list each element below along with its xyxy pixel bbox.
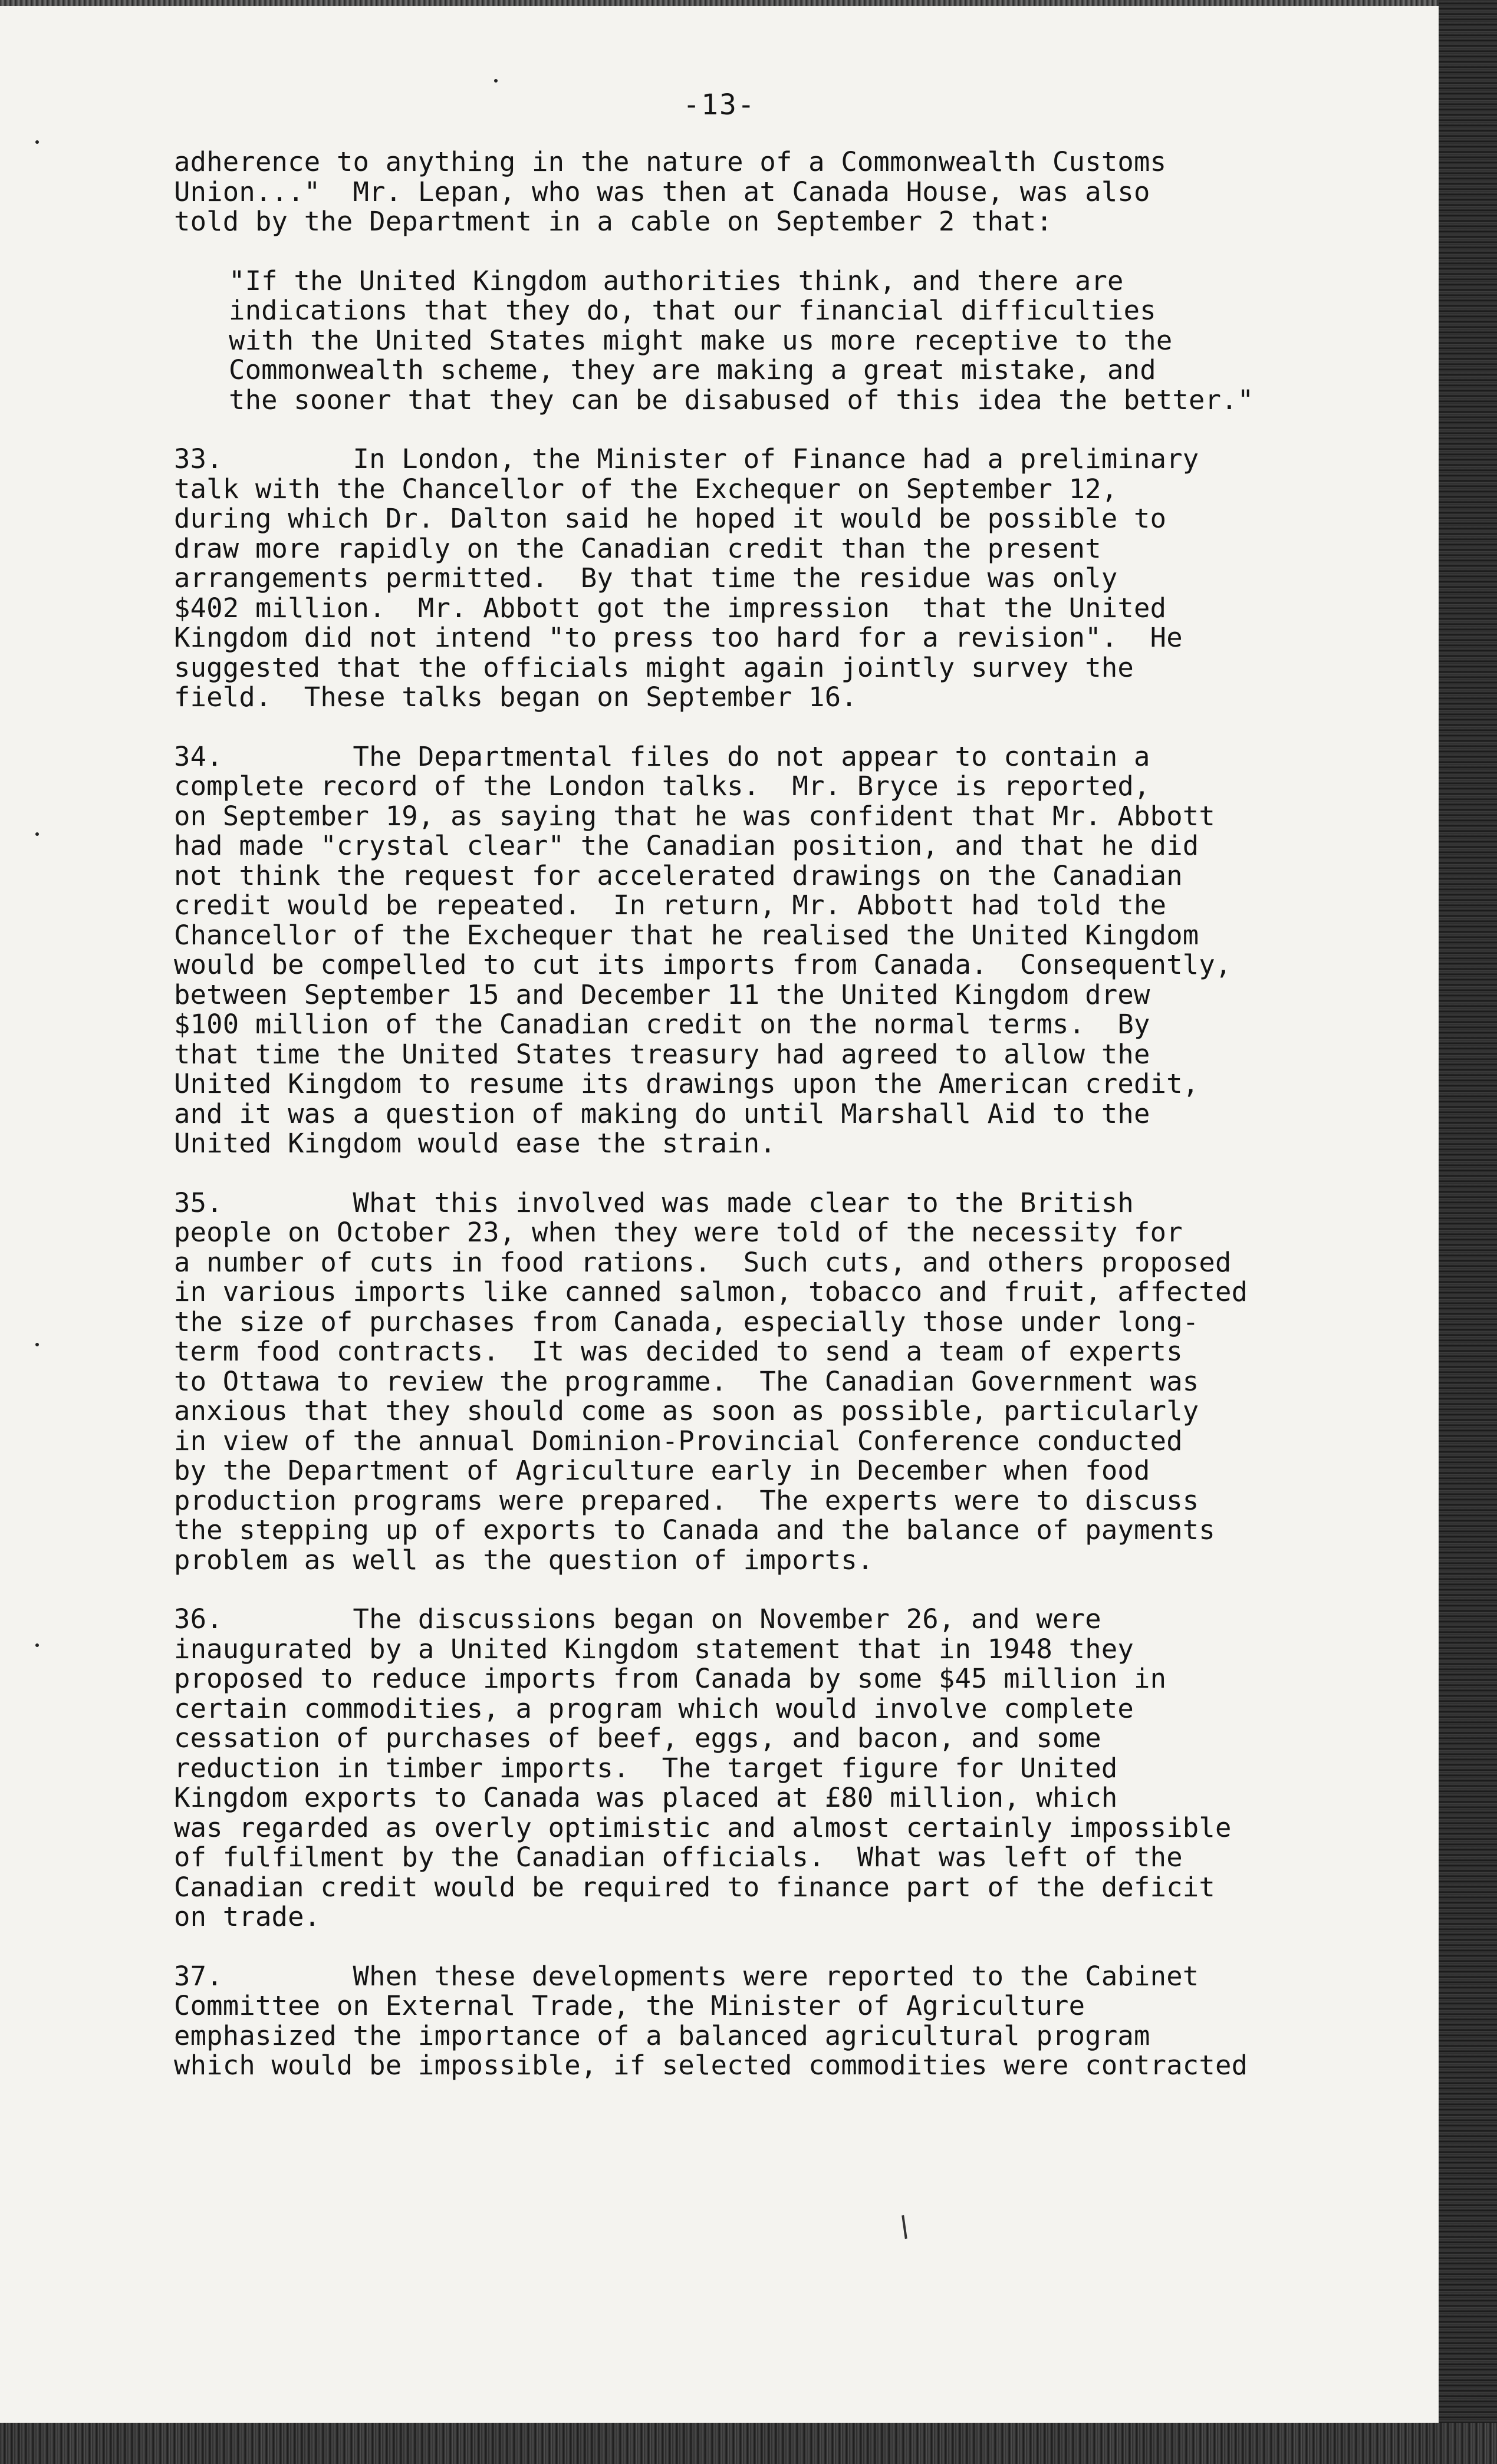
text-line: people on October 23, when they were told of the necessity for — [174, 1217, 1183, 1248]
body-text — [174, 147, 1353, 2110]
text-line: to Ottawa to review the programme. The Canadian Government was — [174, 1365, 1199, 1397]
text-line: and it was a question of making do until Marshall Aid to the — [174, 1098, 1150, 1129]
text-line: emphasized the importance of a balanced agricultural program — [174, 2020, 1150, 2051]
text-line: the size of purchases from Canada, especially those under long- — [174, 1306, 1199, 1338]
text-line: Committee on External Trade, the Minister of Agriculture — [174, 1990, 1085, 2021]
paragraph — [174, 1962, 1353, 2081]
text-line: suggested that the officials might again jointly survey the — [174, 651, 1134, 683]
text-line: problem as well as the question of imports. — [174, 1544, 874, 1576]
text-line: draw more rapidly on the Canadian credit than the present — [174, 532, 1101, 564]
text-line: the sooner that they can be disabused of this idea the better." — [229, 384, 1254, 416]
text-line: reduction in timber imports. The target figure for United — [174, 1752, 1118, 1784]
text-line: 34. The Departmental files do not appear to contain a — [174, 740, 1150, 772]
scan-edge-top — [0, 0, 1497, 6]
text-line: between September 15 and December 11 the United Kingdom drew — [174, 979, 1150, 1010]
text-line: was regarded as overly optimistic and almost certainly impossible — [174, 1811, 1232, 1843]
text-line: with the United States might make us more receptive to the — [229, 324, 1173, 356]
text-line: of fulfilment by the Canadian officials. What was left of the — [174, 1842, 1183, 1873]
text-line: during which Dr. Dalton said he hoped it would be possible to — [174, 503, 1167, 534]
text-line: Canadian credit would be required to finance part of the deficit — [174, 1871, 1215, 1903]
paragraph — [174, 1605, 1353, 1932]
text-line: Chancellor of the Exchequer that he realised the United Kingdom — [174, 919, 1199, 951]
margin-mark — [494, 79, 498, 83]
scan-edge-bottom — [0, 2423, 1497, 2464]
text-line: term food contracts. It was decided to send a team of experts — [174, 1336, 1183, 1367]
paragraph — [174, 147, 1353, 237]
text-line: cessation of purchases of beef, eggs, and bacon, and some — [174, 1722, 1101, 1754]
text-line: proposed to reduce imports from Canada by some $45 million in — [174, 1663, 1167, 1694]
text-line: 36. The discussions began on November 26, and were — [174, 1603, 1101, 1635]
text-line: talk with the Chancellor of the Exchequer on September 12, — [174, 473, 1118, 505]
text-line: by the Department of Agriculture early in December when food — [174, 1455, 1150, 1486]
text-line: indications that they do, that our financial difficulties — [229, 295, 1156, 326]
text-line: on trade. — [174, 1901, 321, 1932]
text-line: "If the United Kingdom authorities think, and there are — [229, 265, 1124, 297]
page-number: -13- — [683, 88, 756, 121]
text-line: 35. What this involved was made clear to the British — [174, 1187, 1134, 1218]
text-line: would be compelled to cut its imports from Canada. Consequently, — [174, 949, 1232, 980]
margin-mark — [35, 140, 39, 144]
margin-mark — [35, 1643, 39, 1647]
text-line: which would be impossible, if selected commodities were contracted — [174, 2050, 1248, 2081]
text-line: a number of cuts in food rations. Such cuts, and others proposed — [174, 1246, 1232, 1278]
text-line: United Kingdom to resume its drawings upon the American credit, — [174, 1068, 1199, 1099]
text-line: Commonwealth scheme, they are making a great mistake, and — [229, 354, 1156, 386]
text-line: anxious that they should come as soon as possible, particularly — [174, 1395, 1199, 1427]
text-line: Kingdom did not intend "to press too hard for a revision". He — [174, 622, 1183, 653]
text-line: $402 million. Mr. Abbott got the impression that the United — [174, 592, 1167, 624]
text-line: complete record of the London talks. Mr. Bryce is reported, — [174, 770, 1150, 802]
text-line: 37. When these developments were reported to the Cabinet — [174, 1960, 1199, 1992]
margin-mark — [35, 1343, 39, 1346]
scan-edge-right — [1439, 0, 1497, 2464]
paragraph — [174, 1188, 1353, 1576]
text-line: inaugurated by a United Kingdom statement that in 1948 they — [174, 1633, 1134, 1665]
stray-ink-mark — [902, 2215, 907, 2239]
text-line: not think the request for accelerated drawings on the Canadian — [174, 859, 1183, 891]
text-line: told by the Department in a cable on September 2 that: — [174, 206, 1053, 237]
text-line: on September 19, as saying that he was confident that Mr. Abbott — [174, 800, 1215, 832]
text-line: had made "crystal clear" the Canadian position, and that he did — [174, 830, 1199, 861]
text-line: 33. In London, the Minister of Finance had a preliminary — [174, 443, 1199, 475]
text-line: Kingdom exports to Canada was placed at £80 million, which — [174, 1782, 1118, 1813]
text-line: certain commodities, a program which would involve complete — [174, 1692, 1134, 1724]
text-line: adherence to anything in the nature of a Commonwealth Customs — [174, 146, 1167, 177]
text-line: that time the United States treasury had agreed to allow the — [174, 1038, 1150, 1070]
paragraph — [174, 444, 1353, 713]
text-line: $100 million of the Canadian credit on the normal terms. By — [174, 1009, 1150, 1040]
text-line: United Kingdom would ease the strain. — [174, 1128, 776, 1159]
text-line: credit would be repeated. In return, Mr. Abbott had told the — [174, 890, 1167, 921]
text-line: arrangements permitted. By that time the residue was only — [174, 562, 1118, 594]
text-line: the stepping up of exports to Canada and the balance of payments — [174, 1514, 1215, 1546]
text-line: in various imports like canned salmon, tobacco and fruit, affected — [174, 1276, 1248, 1307]
text-line: in view of the annual Dominion-Provincial Conference conducted — [174, 1425, 1183, 1457]
text-line: field. These talks began on September 16. — [174, 681, 857, 713]
text-line: Union..." Mr. Lepan, who was then at Canada House, was also — [174, 176, 1150, 207]
text-line: production programs were prepared. The experts were to discuss — [174, 1484, 1199, 1516]
margin-mark — [35, 832, 39, 836]
block-quote — [229, 266, 1353, 416]
paragraph — [174, 742, 1353, 1159]
